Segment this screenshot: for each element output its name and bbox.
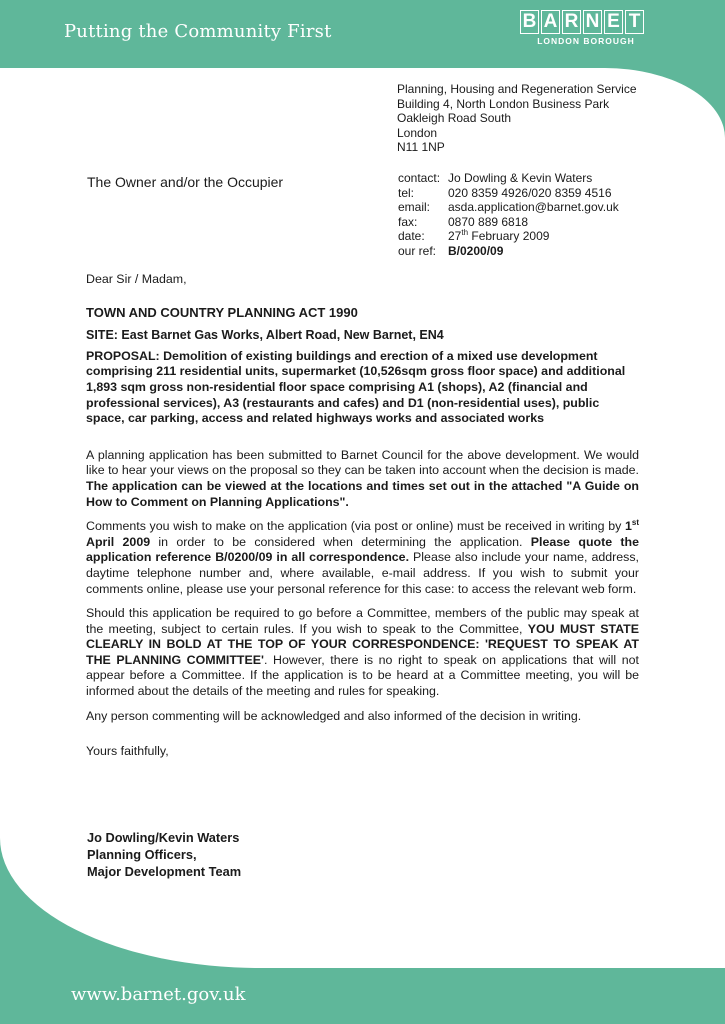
date-day: 27 [448, 229, 462, 244]
text-run-bold: Please quote the application reference B/0200/09 in all correspondence. [86, 534, 639, 565]
sender-address [397, 82, 637, 155]
fax-row [398, 215, 619, 230]
deadline-suffix: st [631, 518, 639, 527]
signatory-name: Jo Dowling/Kevin Waters [87, 830, 240, 845]
text-run: . However, there is no right to speak on applications that will not appear before a Committee. If the application is to be heard at a Committee meeting, you will be informed about the details of the meeting and rules for speaking. [86, 652, 639, 699]
fax-value: 0870 889 6818 [448, 214, 529, 229]
date-suffix: th [461, 228, 469, 238]
site-line: SITE: East Barnet Gas Works, Albert Road, New Barnet, EN4 [86, 328, 444, 343]
text-run-bold: The application can be viewed at the locations and times set out in the attached "A Guide on How to Comment on Planning Applications". [86, 478, 639, 509]
footer-website: www.barnet.gov.uk [71, 984, 246, 1005]
text-run: A planning application has been submitted to Barnet Council for the above development. We would like to hear your views on the proposal so they can be taken into account when the decision is made. [86, 447, 639, 478]
contact-value: Jo Dowling & Kevin Waters [448, 171, 593, 185]
text-run-bold: YOU MUST STATE CLEARLY IN BOLD AT THE TOP OF YOUR CORRESPONDENCE: 'REQUEST TO SPEAK AT THE PLANNING COMMITTEE' [86, 621, 639, 667]
header-band [0, 0, 725, 70]
date-row [398, 229, 619, 244]
closing: Yours faithfully, [86, 744, 169, 759]
contact-details [398, 171, 619, 259]
logo-letter: E [604, 10, 623, 34]
paragraph-application [86, 448, 639, 510]
tel-label: tel: [398, 185, 415, 200]
address-line: Oakleigh Road South [397, 111, 512, 126]
logo-subtitle: LONDON BOROUGH [537, 36, 635, 46]
tel-value: 020 8359 4926/020 8359 4516 [448, 185, 612, 200]
deadline-day: 1 [624, 519, 632, 534]
email-value: asda.application@barnet.gov.uk [448, 200, 619, 215]
letter-body [86, 272, 639, 760]
address-line: Building 4, North London Business Park [397, 96, 610, 111]
contact-label: contact: [398, 171, 441, 185]
paragraph-acknowledgement: Any person commenting will be acknowledged and also informed of the decision in writing. [86, 708, 582, 723]
contact-row [398, 171, 619, 186]
signature-block [87, 829, 241, 880]
logo-letters [520, 10, 652, 34]
text-run: in order to be considered when determining the application. [150, 534, 531, 549]
paragraph-committee [86, 606, 639, 700]
address-line: N11 1NP [397, 140, 445, 155]
tel-row [398, 186, 619, 201]
date-label: date: [398, 229, 425, 244]
recipient: The Owner and/or the Occupier [87, 174, 284, 190]
signatory-role: Planning Officers, [87, 847, 197, 862]
date-rest: February 2009 [468, 229, 550, 244]
signatory-team: Major Development Team [87, 864, 242, 879]
address-line: Planning, Housing and Regeneration Service [397, 82, 637, 96]
logo-letter: T [625, 10, 644, 34]
logo-letter: B [520, 10, 539, 34]
ref-row [398, 244, 619, 259]
logo-letter: R [562, 10, 581, 34]
email-label: email: [398, 200, 431, 215]
ref-value: B/0200/09 [448, 243, 504, 258]
salutation: Dear Sir / Madam, [86, 272, 187, 286]
address-line: London [397, 125, 438, 140]
proposal-text: PROPOSAL: Demolition of existing buildings and erection of a mixed use development comprising 211 residential units, supermarket (10,526sqm gross floor space) and additional 1,893 sqm gross non-residential floor space comprising A1 (shops), A2 (financial and professional services), A3 (restaurants and cafes) and D1 (non-residential uses), public space, car parking, access and related highways works and associated works [86, 348, 626, 426]
ref-label: our ref: [398, 243, 437, 258]
slogan: Putting the Community First [64, 21, 332, 42]
text-run: Please also include your name, address, daytime telephone number and, where available, e-mail address. If you wish to submit your comments online, please use your personal reference for this case: to access the relevant web form. [86, 550, 639, 596]
logo-letter: N [583, 10, 602, 34]
logo-letter: A [541, 10, 560, 34]
act-title: TOWN AND COUNTRY PLANNING ACT 1990 [86, 304, 358, 320]
paragraph-comments [86, 519, 639, 597]
text-run: Comments you wish to make on the application (via post or online) must be received in writing by [86, 519, 625, 534]
deadline-rest: April 2009 [86, 534, 151, 549]
fax-label: fax: [398, 214, 418, 229]
date-value [448, 229, 619, 244]
email-row [398, 200, 619, 215]
text-run: Should this application be required to go before a Committee, members of the public may speak at the meeting, subject to certain rules. If you wish to speak to the Committee, [86, 606, 639, 636]
barnet-logo [520, 10, 652, 46]
